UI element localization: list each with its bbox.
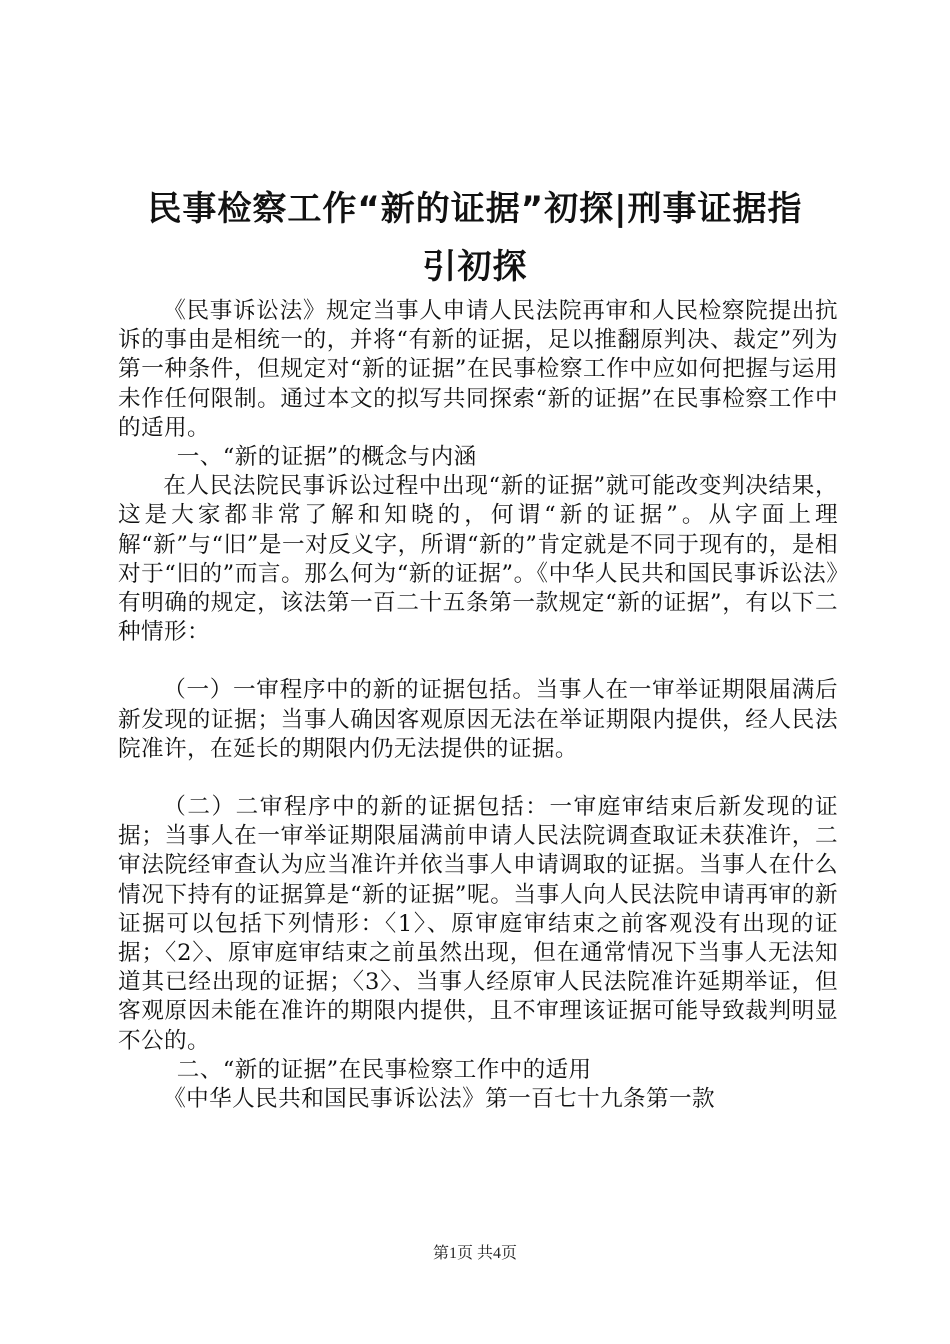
paragraph-concept: 在人民法院民事诉讼过程中出现“新的证据”就可能改变判决结果，这是大家都非常了解和知晓的，何谓“新的证据”。从字面上理解“新”与“旧”是一对反义字，所谓“新的”肯定就是不同于现有的，是相对于“旧的”而言。那么何为“新的证据”。《中华人民共和国民事诉讼法》有明确的规定，该法第一百二十五条第一款规定“新的证据”，有以下二种情形： (118, 473, 838, 646)
document-body (118, 297, 838, 1114)
paragraph-first-instance: （一）一审程序中的新的证据包括。当事人在一审举证期限届满后新发现的证据；当事人确因客观原因无法在举证期限内提供，经人民法院准许，在延长的期限内仍无法提供的证据。 (118, 677, 838, 762)
paragraph-second-instance: （二）二审程序中的新的证据包括：一审庭审结束后新发现的证据；当事人在一审举证期限届满前申请人民法院调查取证未获准许，二审法院经审查认为应当准许并依当事人申请调取的证据。当事人在什么情况下持有的证据算是“新的证据”呢。当事人向人民法院申请再审的新证据可以包括下列情形：〈1〉、原审庭审结束之前客观没有出现的证据；〈2〉、原审庭审结束之前虽然出现，但在通常情况下当事人无法知道其已经出现的证据；〈3〉、当事人经原审人民法院准许延期举证，但客观原因未能在准许的期限内提供，且不审理该证据可能导致裁判明显不公的。 (118, 794, 838, 1054)
document-title-line-1: 民事检察工作“新的证据”初探|刑事证据指 (147, 189, 803, 229)
page-number-footer: 第1页 共4页 (432, 1245, 517, 1262)
section-heading-2: 二、“新的证据”在民事检察工作中的适用 (176, 1056, 592, 1083)
section-heading-1: 一、“新的证据”的概念与内涵 (176, 444, 477, 471)
paragraph-application: 《中华人民共和国民事诉讼法》第一百七十九条第一款 (163, 1086, 716, 1113)
document-title-line-2: 引初探 (422, 247, 528, 287)
paragraph-intro: 《民事诉讼法》规定当事人申请人民法院再审和人民检察院提出抗诉的事由是相统一的，并将“有新的证据，足以推翻原判决、裁定”列为第一种条件，但规定对“新的证据”在民事检察工作中应如何把握与运用未作任何限制。通过本文的拟写共同探索“新的证据”在民事检察工作中的适用。 (118, 298, 838, 441)
